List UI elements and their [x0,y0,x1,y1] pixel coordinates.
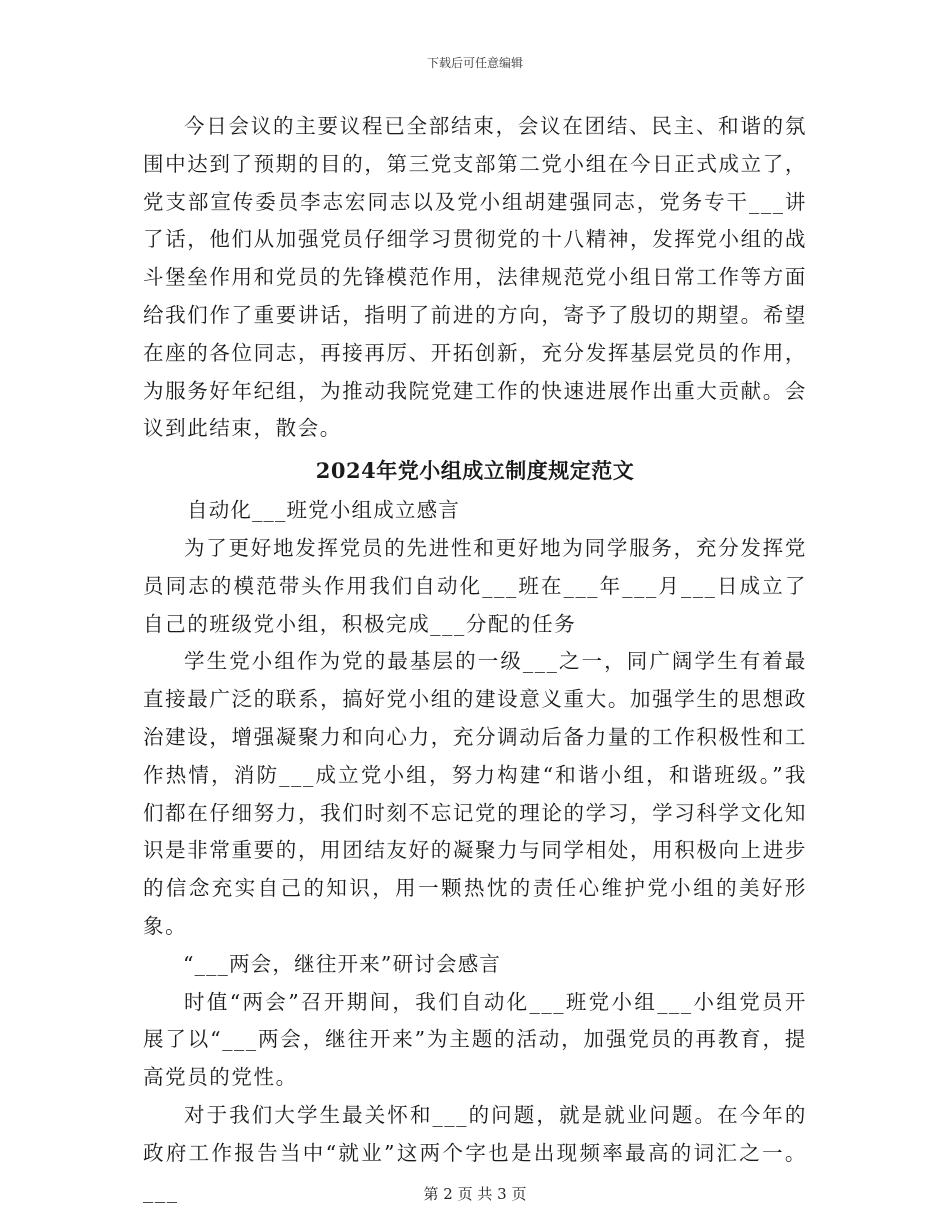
subheading-two-sessions-seminar: “___两会，继往开来”研讨会感言 [183,951,502,976]
paragraph: 学生党小组作为党的最基层的一级___之一，同广阔学生有着最直接最广泛的联系，搞好党小组的建设意义重大。加强学生的思想政治建设，增强凝聚力和向心力，充分调动后备力量的工作积极性和工作热情，消防___成立党小组，努力构建“和谐小组，和谐班级。”我们都在仔细努力，我们时刻不忘记党的理论的学习，学习科学文化知识是非常重要的，用团结友好的凝聚力与同学相处，用积极向上进步的信念充实自己的知识，用一颗热忱的责任心维护党小组的美好形象。 [143,649,807,938]
paragraph: 为了更好地发挥党员的先进性和更好地为同学服务，充分发挥党员同志的模范带头作用我们自动化___班在___年___月___日成立了自己的班级党小组，积极完成___分配的任务 [143,535,807,636]
page-number: 第 2 页 共 3 页 [423,1185,527,1203]
page-header: 下载后可任意编辑 [426,56,523,70]
subheading-party-group-founding: 自动化___班党小组成立感言 [187,498,461,523]
paragraph-meeting-closing: 今日会议的主要议程已全部结束，会议在团结、民主、和谐的氛围中达到了预期的目的，第三党支部第二党小组在今日正式成立了，党支部宣传委员李志宏同志以及党小组胡建强同志，党务专干___讲了话，他们从加强党员仔细学习贯彻党的十八精神，发挥党小组的战斗堡垒作用和党员的先锋模范作用，法律规范党小组日常工作等方面给我们作了重要讲话，指明了前进的方向，寄予了殷切的期望。希望在座的各位同志，再接再厉、开拓创新，充分发挥基层党员的作用，为服务好年纪组，为推动我院党建工作的快速进展作出重大贡献。会议到此结束，散会。 [143,114,807,441]
paragraph: 对于我们大学生最关怀和___的问题，就是就业问题。在今年的政府工作报告当中“就业”这两个字也是出现频率最高的词汇之一。___ [143,1102,807,1203]
section-title: 2024年党小组成立制度规定范文 [315,458,635,484]
paragraph: 时值“两会”召开期间，我们自动化___班党小组___小组党员开展了以“___两会，继往开来”为主题的活动，加强党员的再教育，提高党员的党性。 [143,989,807,1090]
document-body [143,108,807,1210]
